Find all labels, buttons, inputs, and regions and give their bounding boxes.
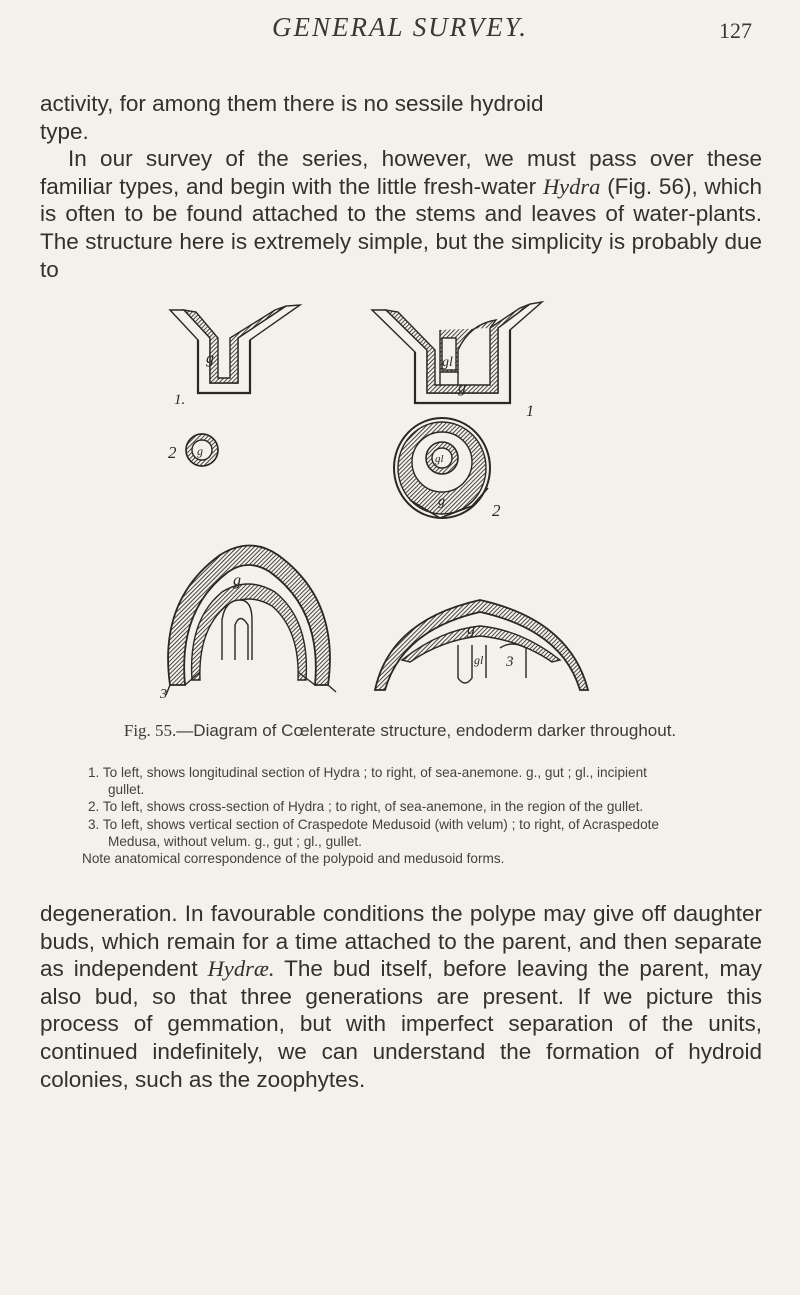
body-text-top bbox=[40, 90, 762, 283]
figure-note: 3. To left, shows vertical section of Craspedote Medusoid (with velum) ; to right, of Acraspedote Medusa, without velum. g., gut ; gl., gullet. bbox=[88, 816, 659, 849]
text-line: activity, for among them there is no sessile hydroid bbox=[40, 91, 544, 116]
figure-row-label: 2 bbox=[168, 443, 177, 462]
anemone-longitudinal-section bbox=[372, 302, 542, 403]
italic-term: Hydra bbox=[542, 173, 601, 199]
craspedote-medusoid-section bbox=[166, 546, 336, 696]
caption-text: —Diagram of Cœlenterate structure, endoderm darker throughout. bbox=[176, 721, 677, 740]
text-run: (Fig. 56), which is often to be found attached to the stems and leaves of water-plants. The structure here is extremely simple, but the simplicity is probably due to bbox=[40, 173, 762, 282]
coelenterate-diagram bbox=[140, 300, 670, 710]
running-head bbox=[0, 6, 800, 46]
text-run: degeneration. In favourable conditions the polype may give off daughter buds, which remain for a time attached to the parent, and then separate as independent bbox=[40, 901, 762, 982]
text-line: type. bbox=[40, 118, 89, 144]
text-run: In our survey of the series, however, we must pass over these familiar types, and begin with the little fresh-water bbox=[40, 146, 762, 199]
figure-row-label: 2 bbox=[492, 501, 501, 520]
paragraph-gemmation bbox=[40, 900, 762, 1093]
gut-label: g bbox=[206, 350, 214, 367]
figure-row-label: 1. bbox=[174, 392, 186, 408]
gullet-label: gl bbox=[435, 453, 444, 465]
figure-number: Fig. 55. bbox=[123, 721, 177, 740]
figure-note: 2. To left, shows cross-section of Hydra ; to right, of sea-anemone, in the region of the gullet. bbox=[88, 799, 644, 815]
page-number: 127 bbox=[719, 18, 752, 43]
hydra-longitudinal-section bbox=[170, 305, 300, 393]
gut-label: g bbox=[438, 494, 445, 509]
figure-row-label: 3 bbox=[160, 687, 167, 702]
figure-row-label: 3 bbox=[506, 654, 514, 670]
italic-term: Hydræ. bbox=[207, 956, 275, 982]
figure-row-label: 1 bbox=[526, 403, 534, 420]
figure-note-final: Note anatomical correspondence of the polypoid and medusoid forms. bbox=[82, 851, 505, 867]
gut-label: g bbox=[458, 379, 466, 396]
running-title: GENERAL SURVEY. bbox=[271, 12, 529, 42]
gut-label: g bbox=[467, 621, 475, 638]
figure-caption bbox=[100, 720, 700, 741]
gut-label: g bbox=[233, 572, 241, 589]
gut-label: g bbox=[197, 444, 203, 458]
gullet-label: gl bbox=[474, 653, 484, 667]
acraspedote-medusa-section bbox=[375, 600, 588, 690]
paragraph-continued bbox=[40, 90, 762, 145]
body-text-bottom bbox=[40, 900, 762, 1093]
paragraph-hydra bbox=[40, 145, 762, 283]
gullet-label: gl bbox=[442, 355, 453, 370]
figure-notes bbox=[82, 764, 662, 867]
text-run: The bud itself, before leaving the parent, may also bud, so that three generations are present. If we picture this process of gemmation, but with imperfect separation of the units, continued indefinitely, we can understand the formation of hydroid colonies, such as the zoophytes. bbox=[40, 956, 762, 1092]
figure-note: 1. To left, shows longitudinal section of Hydra ; to right, of sea-anemone. g., gut ; gl., incipient gullet. bbox=[88, 765, 647, 798]
